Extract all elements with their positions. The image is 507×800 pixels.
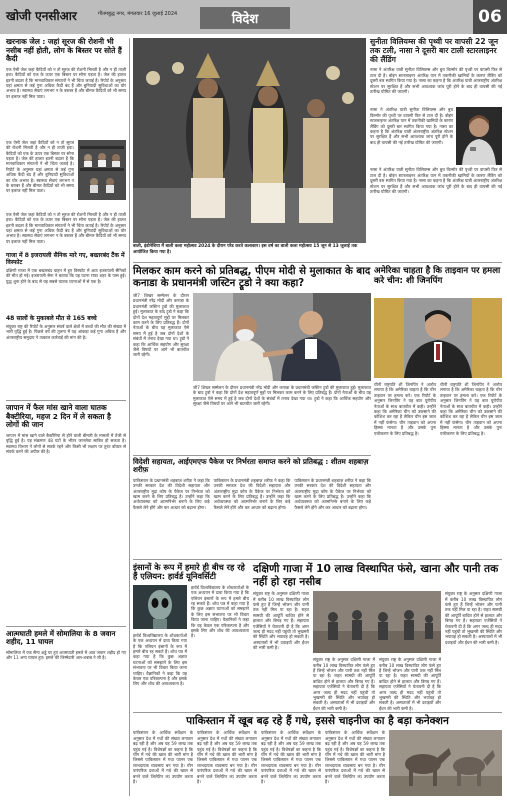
modi-trudeau-photo	[193, 293, 371, 381]
alien-illustration	[133, 585, 187, 629]
body-aliens: हार्वर्ड विश्वविद्यालय के शोधकर्ताओं के एक अध्ययन में दावा किया गया है कि एलियन इंसानों के रूप में हमारे बीच रह सकते हैं। शोध पत्र में कहा गया है कि कुछ अज्ञात घटनाओं को समझाने के लिए इस संभावना पर भी विचार किया जाना चाहिए। वैज्ञानिकों ने कहा कि यह केवल एक परिकल्पना है और इसके लिए और शोध की आवश्यकता है।	[191, 584, 249, 639]
body-trudeau: जी7 शिखर सम्मेलन के दौरान प्रधानमंत्री नरेंद्र मोदी और कनाडा के प्रधानमंत्री जस्टिन ट्रूडो की मुलाकात हुई। मुलाकात के बाद ट्रूडो ने कहा कि दोनों देश महत्वपूर्ण मुद्दों पर मिलकर काम करने के लिए प्रतिबद्ध हैं। दोनों नेताओं के बीच यह मुलाकात ऐसे समय में हुई है जब दोनों देशों के संबंधों में तनाव देखा गया था। ट्रूडो ने कहा कि आर्थिक सहयोग और सुरक्षा जैसे विषयों पर आगे भी बातचीत जारी रहेगी।	[133, 293, 189, 358]
body-xi: चीनी राष्ट्रपति शी जिनपिंग ने आरोप लगाया है कि अमेरिका चाहता है कि चीन ताइवान पर हमला करे। एक रिपोर्ट के अनुसार जिनपिंग ने यह बात यूरोपीय नेताओं के साथ बातचीत में कही। उन्होंने कहा कि अमेरिका चीन को उकसाने की कोशिश कर रहा है लेकिन चीन इस जाल में नहीं फंसेगा। चीन ताइवान को अपना हिस्सा मानता है और उसके पुनः एकीकरण के लिए प्रतिबद्ध है।	[374, 382, 436, 436]
article-sharif	[133, 458, 371, 556]
body-gaza-food: संयुक्त राष्ट्र के अनुसार दक्षिणी गाजा में करीब 10 लाख विस्थापित लोग फंसे हुए हैं जिन्हें भोजन और पानी तक नहीं मिल पा रहा है। राहत सामग्री की आपूर्ति बाधित होने से हालात और बिगड़ गए हैं। सहायता एजेंसियों ने चेतावनी दी है कि अगर जल्द ही मदद नहीं पहुंची तो भुखमरी की स्थिति और भयावह हो सकती है। अस्पतालों में भी दवाइयों और ईंधन की भारी कमी है।	[253, 591, 309, 651]
body-kharnak-more: एक ऐसी जेल जहां कैदियों को न तो सूरज की रोशनी मिलती है और न ही ताज़ी हवा। कैदियों को एक के ऊपर एक बिस्तर पर सोना पड़ता है। जेल की हालत इतनी बदतर है कि मानवाधिकार संगठनों ने भी चिंता जताई है। रिपोर्ट के अनुसार यहां क्षमता से कई गुना अधिक कैदी बंद हैं और बुनियादी सुविधाओं का घोर अभाव है। स्वास्थ्य सेवाएं लगभग न के बराबर हैं और बीमार कैदियों को भी समय पर इलाज नहीं मिल पाता।	[6, 211, 126, 244]
children-deaths-subhead: 48 सालों के मुकाबले मौत से 165 बच्चे	[6, 314, 97, 322]
body-sunita-continued: नासा ने अंतरिक्ष यात्री सुनीता विलियम्स और बुच विल्मोर की पृथ्वी पर वापसी फिर से टाल दी है। बोइंग स्टारलाइनर अंतरिक्ष यान में तकनीकी खामियों के कारण लैंडिंग को दूसरी बार स्थगित किया गया है। नासा का कहना है कि अंतरिक्ष यात्री अंतरराष्ट्रीय अंतरिक्ष स्टेशन पर सुरक्षित हैं और सभी आवश्यक जांच पूरी होने के बाद ही वापसी की नई तारीख घोषित की जाएगी।	[370, 107, 453, 145]
headline-xi: अमेरिका चाहता है कि ताइवान पर हमला करे चीन: शी जिनपिंग	[374, 266, 501, 286]
divider	[133, 712, 502, 713]
article-donkeys	[133, 715, 502, 798]
alien-photo	[133, 585, 187, 629]
article-xi	[374, 266, 502, 556]
divider	[6, 626, 126, 627]
gaza-displaced-photo	[313, 591, 441, 653]
leaders-meeting-illustration	[193, 293, 371, 381]
astronaut-portrait	[456, 107, 502, 165]
body-sharif-col2: पाकिस्तान के प्रधानमंत्री शहबाज़ शरीफ़ ने कहा कि उनकी सरकार देश की विदेशी सहायता और अंतरराष्ट्रीय मुद्रा कोष के पैकेज पर निर्भरता को खत्म करने के लिए प्रतिबद्ध है। उन्होंने कहा कि अर्थव्यवस्था को आत्मनिर्भर बनाने के लिए कड़े फैसले लेने होंगे और कर आधार को बढ़ाना होगा।	[213, 477, 291, 510]
bali-photo-caption: बाली, इंडोनेशिया में बाली कला महोत्सव 2024 के दौरान परेड करते कलाकार। इस वर्ष का बाली कला महोत्सव 15 जून से 13 जुलाई तक आयोजित किया गया है।	[133, 244, 358, 255]
gaza-soldiers-subhead: गाजा में 8 इजरायली सैनिक मारे गए, बख्तरबंद टैंक में विस्फोट	[6, 251, 125, 266]
article-gaza-food	[253, 563, 502, 709]
gaza-soldiers-body: दक्षिणी गाजा में एक बख्तरबंद वाहन में हुए विस्फोट में आठ इजरायली सैनिकों की मौत हो गई। इजरायली सेना ने बताया कि यह घटना राफा शहर के पास हुई। युद्ध शुरू होने के बाद से यह सबसे घातक घटनाओं में से एक है।	[6, 267, 126, 284]
body-donkeys-col2: पाकिस्तान के आर्थिक सर्वेक्षण के अनुसार देश में गधों की संख्या लगातार बढ़ रही है और अब यह 59 लाख तक पहुंच गई है। विशेषज्ञों का कहना है कि चीन में गधे की खाल की भारी मांग है जिससे पाकिस्तान में गधा पालन एक लाभदायक व्यवसाय बन गया है। चीन पारंपरिक दवाओं में गधे की खाल से बनने वाले जिलेटिन का उपयोग करता है।	[197, 730, 257, 785]
article-sunita	[370, 38, 502, 260]
prison-photo	[78, 140, 126, 200]
section-title: विदेश	[200, 7, 290, 29]
body-sunita-more: नासा ने अंतरिक्ष यात्री सुनीता विलियम्स और बुच विल्मोर की पृथ्वी पर वापसी फिर से टाल दी है। बोइंग स्टारलाइनर अंतरिक्ष यान में तकनीकी खामियों के कारण लैंडिंग को दूसरी बार स्थगित किया गया है। नासा का कहना है कि अंतरिक्ष यात्री अंतरराष्ट्रीय अंतरिक्ष स्टेशन पर सुरक्षित हैं और सभी आवश्यक जांच पूरी होने के बाद ही वापसी की नई तारीख घोषित की जाएगी।	[370, 167, 502, 195]
body-donkeys: पाकिस्तान के आर्थिक सर्वेक्षण के अनुसार देश में गधों की संख्या लगातार बढ़ रही है और अब यह 59 लाख तक पहुंच गई है। विशेषज्ञों का कहना है कि चीन में गधे की खाल की भारी मांग है जिससे पाकिस्तान में गधा पालन एक लाभदायक व्यवसाय बन गया है। चीन पारंपरिक दवाओं में गधे की खाल से बनने वाले जिलेटिन का उपयोग करता है।	[133, 730, 193, 785]
body-sunita: नासा ने अंतरिक्ष यात्री सुनीता विलियम्स और बुच विल्मोर की पृथ्वी पर वापसी फिर से टाल दी है। बोइंग स्टारलाइनर अंतरिक्ष यान में तकनीकी खामियों के कारण लैंडिंग को दूसरी बार स्थगित किया गया है। नासा का कहना है कि अंतरिक्ष यात्री अंतरराष्ट्रीय अंतरिक्ष स्टेशन पर सुरक्षित हैं और सभी आवश्यक जांच पूरी होने के बाद ही वापसी की नई तारीख घोषित की जाएगी।	[370, 67, 502, 95]
body-xi-continued: चीनी राष्ट्रपति शी जिनपिंग ने आरोप लगाया है कि अमेरिका चाहता है कि चीन ताइवान पर हमला करे। एक रिपोर्ट के अनुसार जिनपिंग ने यह बात यूरोपीय नेताओं के साथ बातचीत में कही। उन्होंने कहा कि अमेरिका चीन को उकसाने की कोशिश कर रहा है लेकिन चीन इस जाल में नहीं फंसेगा। चीन ताइवान को अपना हिस्सा मानता है और उसके पुनः एकीकरण के लिए प्रतिबद्ध है।	[440, 382, 502, 436]
column-rule	[129, 38, 130, 796]
divider	[133, 262, 502, 263]
headline-donkeys: पाकिस्तान में खूब बढ़ रहे हैं गधे, इससे चाइनीज का है बड़ा कनेक्शन	[186, 715, 449, 727]
headline-gaza-food: दक्षिणी गाजा में 10 लाख विस्थापित फंसे, खाना और पानी तक नहीं हो रहा नसीब	[253, 563, 499, 588]
body-kharnak: एक ऐसी जेल जहां कैदियों को न तो सूरज की रोशनी मिलती है और न ही ताज़ी हवा। कैदियों को एक के ऊपर एक बिस्तर पर सोना पड़ता है। जेल की हालत इतनी बदतर है कि मानवाधिकार संगठनों ने भी चिंता जताई है। रिपोर्ट के अनुसार यहां क्षमता से कई गुना अधिक कैदी बंद हैं और बुनियादी सुविधाओं का घोर अभाव है। स्वास्थ्य सेवाएं लगभग न के बराबर हैं और बीमार कैदियों को भी समय पर इलाज नहीं मिल पाता।	[6, 66, 126, 99]
divider	[6, 400, 126, 401]
astronaut-photo	[456, 107, 502, 165]
parade-dancers-illustration	[133, 38, 366, 243]
body-gaza-food-col3: संयुक्त राष्ट्र के अनुसार दक्षिणी गाजा में करीब 10 लाख विस्थापित लोग फंसे हुए हैं जिन्हें भोजन और पानी तक नहीं मिल पा रहा है। राहत सामग्री की आपूर्ति बाधित होने से हालात और बिगड़ गए हैं। सहायता एजेंसियों ने चेतावनी दी है कि अगर जल्द ही मदद नहीं पहुंची तो भुखमरी की स्थिति और भयावह हो सकती है। अस्पतालों में भी दवाइयों और ईंधन की भारी कमी है।	[379, 657, 441, 711]
body-sharif-col3: पाकिस्तान के प्रधानमंत्री शहबाज़ शरीफ़ ने कहा कि उनकी सरकार देश की विदेशी सहायता और अंतरराष्ट्रीय मुद्रा कोष के पैकेज पर निर्भरता को खत्म करने के लिए प्रतिबद्ध है। उन्होंने कहा कि अर्थव्यवस्था को आत्मनिर्भर बनाने के लिए कड़े फैसले लेने होंगे और कर आधार को बढ़ाना होगा।	[294, 477, 372, 510]
prisoners-illustration	[78, 140, 126, 200]
xi-portrait	[374, 298, 502, 378]
body-gaza-food-col2: संयुक्त राष्ट्र के अनुसार दक्षिणी गाजा में करीब 10 लाख विस्थापित लोग फंसे हुए हैं जिन्हें भोजन और पानी तक नहीं मिल पा रहा है। राहत सामग्री की आपूर्ति बाधित होने से हालात और बिगड़ गए हैं। सहायता एजेंसियों ने चेतावनी दी है कि अगर जल्द ही मदद नहीं पहुंची तो भुखमरी की स्थिति और भयावह हो सकती है। अस्पतालों में भी दवाइयों और ईंधन की भारी कमी है।	[313, 657, 375, 711]
headline-sunita: सुनीता विलियम्स की पृथ्वी पर वापसी 22 जून तक टली, नासा ने दूसरी बार टाली स्टारलाइनर की लैंडिंग	[370, 37, 499, 64]
headline-bacteria: जापान में फैल मांस खाने वाला घातक बैक्टीरिया, महज 2 दिन में ले सकता है लोगों की जान	[6, 403, 111, 430]
headline-sharif: विदेशी सहायता, आईएमएफ पैकेज पर निर्भरता समाप्त करने को प्रतिबद्ध : शीतम शहबाज़ शरीफ़	[133, 457, 369, 475]
article-kharnak	[6, 38, 126, 398]
article-aliens	[133, 563, 249, 709]
headline-trudeau: मिलकर काम करने को प्रतिबद्ध, पीएम मोदी से मुलाकात के बाद कनाडा के प्रधानमंत्री जस्टिन ट्रूडो ने क्या कहा?	[133, 266, 371, 289]
bali-parade-photo	[133, 38, 366, 243]
divider	[133, 455, 371, 456]
body-bacteria: जापान में मांस खाने वाले बैक्टीरिया से होने वाली बीमारी के मामलों में तेजी से वृद्धि हुई है। यह संक्रमण 48 घंटों के भीतर जानलेवा साबित हो सकता है। स्वास्थ्य विभाग ने लोगों से सतर्क रहने और किसी भी लक्षण पर तुरंत डॉक्टर से संपर्क करने की अपील की है।	[6, 432, 126, 454]
body-sharif: पाकिस्तान के प्रधानमंत्री शहबाज़ शरीफ़ ने कहा कि उनकी सरकार देश की विदेशी सहायता और अंतरराष्ट्रीय मुद्रा कोष के पैकेज पर निर्भरता को खत्म करने के लिए प्रतिबद्ध है। उन्होंने कहा कि अर्थव्यवस्था को आत्मनिर्भर बनाने के लिए कड़े फैसले लेने होंगे और कर आधार को बढ़ाना होगा।	[133, 477, 210, 510]
masthead	[0, 0, 507, 34]
dateline: गौतमबुद्ध नगर, मंगलवार 16 जुलाई 2024	[98, 11, 178, 17]
donkeys-illustration	[389, 730, 502, 796]
displaced-crowd-illustration	[313, 591, 441, 653]
body-somalia: सोमालिया में एक सैन्य अड्डे पर हुए आत्मघाती हमले में आठ जवान शहीद हो गए और 11 अन्य घायल हुए। हमले की जिम्मेदारी अल-शबाब ने ली है।	[6, 649, 126, 661]
children-deaths-body: संयुक्त राष्ट्र की रिपोर्ट के अनुसार संघर्ष वाले क्षेत्रों में बच्चों की मौत की संख्या में भारी वृद्धि हुई है। पिछले वर्ष की तुलना में यह आंकड़ा कई गुना अधिक है और अंतरराष्ट्रीय समुदाय ने तत्काल कार्रवाई की मांग की है।	[6, 323, 126, 340]
article-trudeau	[133, 266, 371, 452]
body-gaza-food-col4: संयुक्त राष्ट्र के अनुसार दक्षिणी गाजा में करीब 10 लाख विस्थापित लोग फंसे हुए हैं जिन्हें भोजन और पानी तक नहीं मिल पा रहा है। राहत सामग्री की आपूर्ति बाधित होने से हालात और बिगड़ गए हैं। सहायता एजेंसियों ने चेतावनी दी है कि अगर जल्द ही मदद नहीं पहुंची तो भुखमरी की स्थिति और भयावह हो सकती है। अस्पतालों में भी दवाइयों और ईंधन की भारी कमी है।	[445, 591, 502, 645]
article-bacteria	[6, 404, 126, 624]
xi-jinping-photo	[374, 298, 502, 378]
newspaper-brand: खोजी एनसीआर	[6, 9, 77, 23]
body-trudeau-continued: जी7 शिखर सम्मेलन के दौरान प्रधानमंत्री नरेंद्र मोदी और कनाडा के प्रधानमंत्री जस्टिन ट्रूडो की मुलाकात हुई। मुलाकात के बाद ट्रूडो ने कहा कि दोनों देश महत्वपूर्ण मुद्दों पर मिलकर काम करने के लिए प्रतिबद्ध हैं। दोनों नेताओं के बीच यह मुलाकात ऐसे समय में हुई है जब दोनों देशों के संबंधों में तनाव देखा गया था। ट्रूडो ने कहा कि आर्थिक सहयोग और सुरक्षा जैसे विषयों पर आगे भी बातचीत जारी रहेगी।	[193, 385, 371, 407]
headline-aliens: इंसानों के रूप में हमारे ही बीच रह रहे हैं एलियन: हार्वर्ड यूनिवर्सिटी	[133, 562, 245, 582]
article-somalia	[6, 630, 126, 796]
headline-somalia: आत्मघाती हमले में सोमालिया के 8 जवान शहीद, 11 घायल	[6, 629, 116, 647]
body-kharnak-continued: एक ऐसी जेल जहां कैदियों को न तो सूरज की रोशनी मिलती है और न ही ताज़ी हवा। कैदियों को एक के ऊपर एक बिस्तर पर सोना पड़ता है। जेल की हालत इतनी बदतर है कि मानवाधिकार संगठनों ने भी चिंता जताई है। रिपोर्ट के अनुसार यहां क्षमता से कई गुना अधिक कैदी बंद हैं और बुनियादी सुविधाओं का घोर अभाव है। स्वास्थ्य सेवाएं लगभग न के बराबर हैं और बीमार कैदियों को भी समय पर इलाज नहीं मिल पाता।	[6, 139, 74, 194]
page-number: 06	[473, 0, 507, 34]
divider	[133, 559, 502, 560]
body-aliens-continued: हार्वर्ड विश्वविद्यालय के शोधकर्ताओं के एक अध्ययन में दावा किया गया है कि एलियन इंसानों के रूप में हमारे बीच रह सकते हैं। शोध पत्र में कहा गया है कि कुछ अज्ञात घटनाओं को समझाने के लिए इस संभावना पर भी विचार किया जाना चाहिए। वैज्ञानिकों ने कहा कि यह केवल एक परिकल्पना है और इसके लिए और शोध की आवश्यकता है।	[133, 632, 187, 687]
body-donkeys-col4: पाकिस्तान के आर्थिक सर्वेक्षण के अनुसार देश में गधों की संख्या लगातार बढ़ रही है और अब यह 59 लाख तक पहुंच गई है। विशेषज्ञों का कहना है कि चीन में गधे की खाल की भारी मांग है जिससे पाकिस्तान में गधा पालन एक लाभदायक व्यवसाय बन गया है। चीन पारंपरिक दवाओं में गधे की खाल से बनने वाले जिलेटिन का उपयोग करता है।	[325, 730, 385, 785]
headline-kharnak: खरनाक जेल : जहां सूरज की रोशनी भी नसीब नहीं होती, लोग के बिस्तर पर सोते हैं कैदी	[6, 37, 122, 64]
donkey-photo	[389, 730, 502, 796]
body-donkeys-col3: पाकिस्तान के आर्थिक सर्वेक्षण के अनुसार देश में गधों की संख्या लगातार बढ़ रही है और अब यह 59 लाख तक पहुंच गई है। विशेषज्ञों का कहना है कि चीन में गधे की खाल की भारी मांग है जिससे पाकिस्तान में गधा पालन एक लाभदायक व्यवसाय बन गया है। चीन पारंपरिक दवाओं में गधे की खाल से बनने वाले जिलेटिन का उपयोग करता है।	[261, 730, 321, 785]
